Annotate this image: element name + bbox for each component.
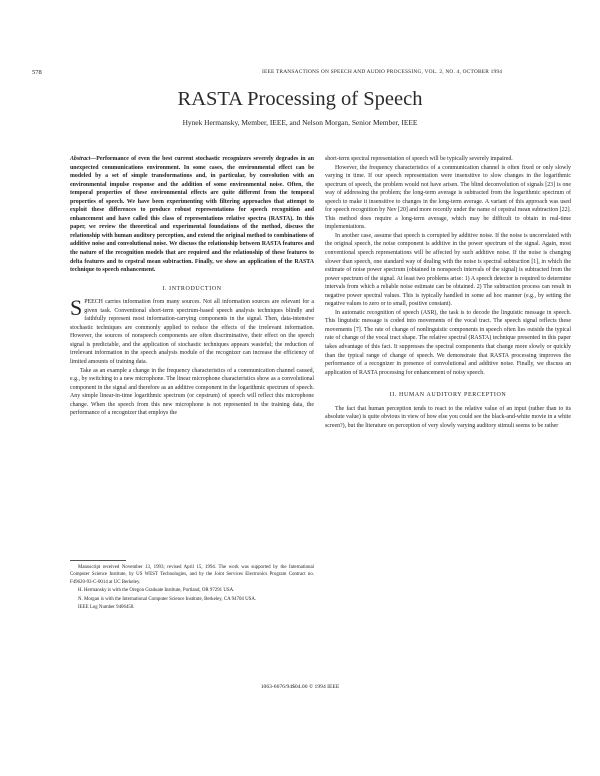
footnote-hermansky: H. Hermansky is with the Oregon Graduate Institute, Portland, OR 97291 USA. <box>78 588 235 594</box>
footnote-morgan: N. Morgan is with the International Computer Science Institute, Berkeley, CA 94704 USA. <box>78 596 257 602</box>
paper-title: RASTA Processing of Speech <box>177 88 423 110</box>
abstract-lead: Abstract— <box>70 156 97 162</box>
section-heading-introduction: I. INTRODUCTION <box>162 285 222 292</box>
intro-paragraph-1-text: PEECH carries information from many sources. Not all information sources are relevant for a given task. Conventional short-term spectrum-based speech analysis techniques blindly and faithfully represent most information-carrying components in the signal. Then, data-intensive stochastic techniques are commonly applied to reduce the effects of the irrelevant information. However, the sources of nonspeech components are often discriminative, their effect on the speech signal is predictable, and the application of stochastic techniques appears wasteful; the reduction of irrelevant information in the speech analysis module of the recognizer can increase the efficiency of limited amounts of training data. <box>70 299 314 366</box>
footnote-rule <box>70 560 126 561</box>
author-line: Hynek Hermansky, Member, IEEE, and Nelson Morgan, Senior Member, IEEE <box>182 118 418 127</box>
abstract-text: Performance of even the best current stochastic recognizers severely degrades in an unexpected communications environment. In some cases, the environmental effect can be modeled by a set of simple transformations and, in particular, by convolution with an environmental impulse response and the addition of some environmental noise. Often, the temporal properties of these environmental effects are quite different from the temporal properties of speech. We have been experimenting with filtering approaches that attempt to exploit these differences to produce robust representations for speech recognition and enhancement and have called this class of representations relative spectra (RASTA). In this paper, we review the theoretical and experimental foundations of the method, discuss the relationship with human auditory perception, and extend the original method to combinations of additive noise and convolutional noise. We discuss the relationship between RASTA features and the nature of the recognition models that are required and the relationship of these features to delta features and to cepstral mean subtraction. Finally, we show an application of the RASTA technique to speech enhancement. <box>70 156 314 274</box>
page-number: 578 <box>32 69 42 76</box>
copyright-footer: 1063-6676/94$04.00 © 1994 IEEE <box>260 684 340 690</box>
drop-cap: S <box>70 295 83 321</box>
footnote-manuscript: Manuscript received November 13, 1993; revised April 15, 1994. The work was supported by the International Computer Science Institute, by US WEST Technologies, and by the Joint Services Electronics Program Contract no. F49620-93-C-0014 at UC Berkeley. <box>70 565 314 585</box>
running-head: IEEE TRANSACTIONS ON SPEECH AND AUDIO PROCESSING, VOL. 2, NO. 4, OCTOBER 1994 <box>262 69 503 75</box>
right-paragraph-3: In automatic recognition of speech (ASR), the task is to decode the linguistic message in speech. This linguistic message is coded into movements of the vocal tract. The speech signal reflects these movements [7]. The rate of change of nonlinguistic components in speech often lies outside the typical rate of change of the vocal tract shape. The relative spectral (RASTA) technique presented in this paper takes advantage of this fact. It suppresses the spectral components that change more slowly or quickly than the typical range of change of speech. We demonstrate that RASTA processing improves the performance of a recognizer in presence of convolutional and additive noise. Finally, we discuss an application of RASTA processing for enhancement of noisy speech. <box>325 309 571 376</box>
footnote-log-number: IEEE Log Number 9406458. <box>78 605 135 611</box>
right-paragraph-2: In another case, assume that speech is corrupted by additive noise. If the noise is uncorrelated with the original speech, the noise component is additive in the power spectrum of the signal. Again, most conventional speech representations will be affected by such additive noise. If the noise is changing slower than speech, one standard way of dealing with the noise is spectral subtraction [1], in which the estimate of noise power spectrum (obtained in nonspeech intervals of the signal) is subtracted from the power spectrum of the signal. At least two problems arise: 1) A speech detector is required to determine intervals from which a reliable noise estimate can be obtained. 2) The subtraction process can result in negative power spectral values. This is typically handled in some ad hoc manner (e.g., by setting the negative values to zero or to small, positive constant). <box>325 232 571 308</box>
right-column <box>325 155 571 430</box>
left-column <box>70 155 314 418</box>
intro-paragraph-2: Take as an example a change in the frequency characteristics of a communication channel caused, e.g., by switching to a new microphone. The linear microphone characteristics show as a convolutional component in the signal and therefore as an additive component in the logarithmic spectrum of speech. Any simple linear-in-time logarithmic spectrum (or cepstrum) of speech will reflect this microphone change. When the speech from this new microphone is not represented in the training data, the performance of a recognizer that employs the <box>70 367 314 417</box>
intro-paragraph-1 <box>70 295 314 366</box>
section-heading-auditory-perception: II. HUMAN AUDITORY PERCEPTION <box>389 392 507 399</box>
abstract <box>70 155 314 275</box>
footnotes <box>70 560 314 612</box>
right-paragraph-4: The fact that human perception tends to react to the relative value of an input (rather than to its absolute value) is quite obvious in view of how else you could see the black-and-white movie in a white screen?), but the literature on perception of very slowly varying auditory stimuli seems to be rather <box>325 405 571 429</box>
right-paragraph-0: short-term spectral representation of speech will be typically severely impaired. <box>325 156 513 162</box>
right-paragraph-1: However, the frequency characteristics of a communication channel is often fixed or only slowly varying in time. If our speech representation were insensitive to slow changes in the logarithmic spectrum of speech, the problem would not have arisen. The blind deconvolution of signals [23] is one way of addressing the problem; the long-term average is subtracted from the logarithmic spectrum of speech to make it insensitive to changes in the long-term average. A variant of this approach was used for speech recognition by Nev [20] and more recently under the name of cepstral mean subtraction [22]. This method does require a long-term average, which may be difficult to obtain in real-time implementations. <box>325 164 571 231</box>
